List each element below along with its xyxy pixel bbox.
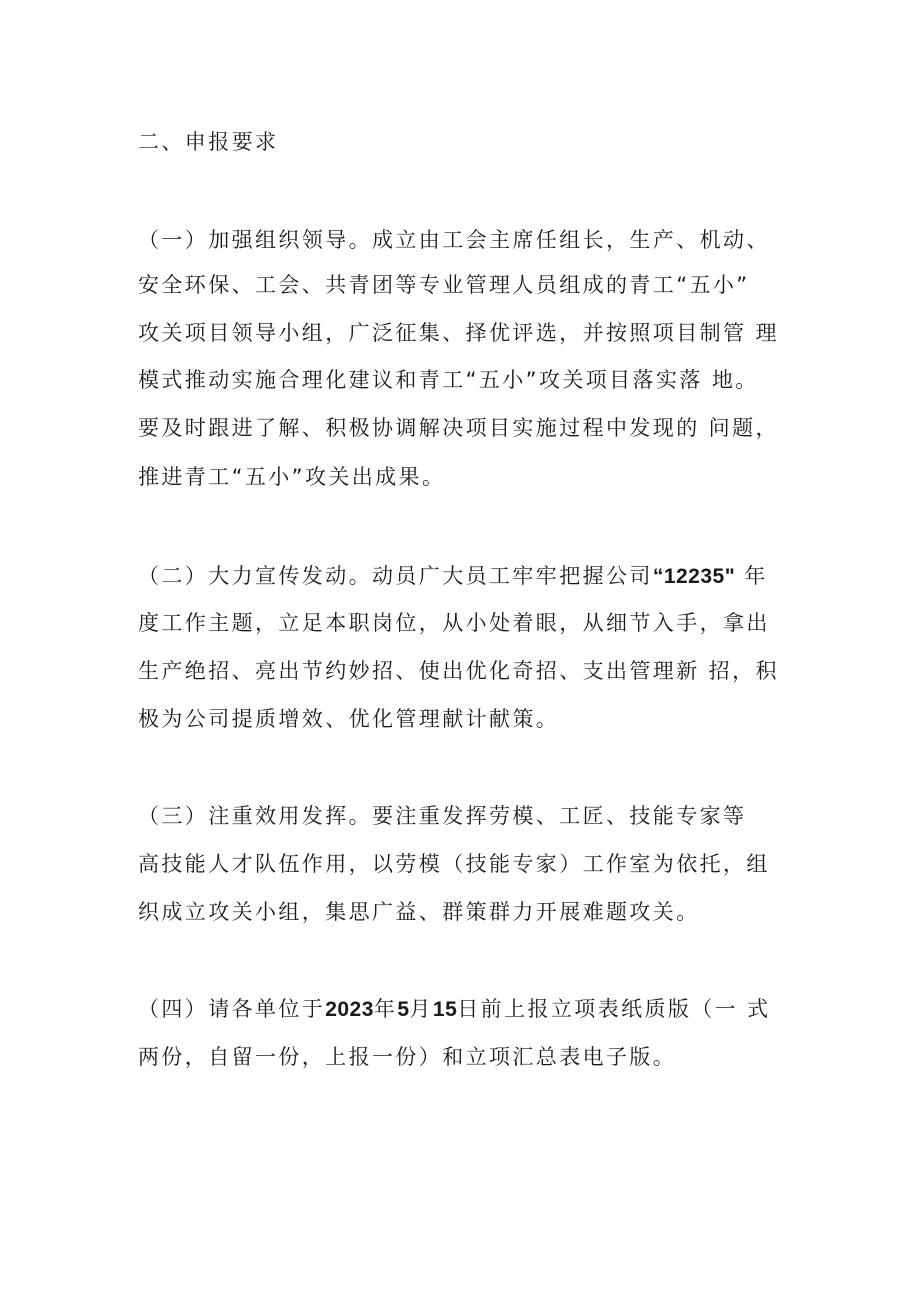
section-4-line-1-a: （四）请各单位于 [138,997,326,1021]
section-1-line-3: 攻关项目领导小组，广泛征集、择优评选，并按照项目制管 理 [138,321,779,345]
deadline-nian: 年 [373,997,398,1021]
theme-code: “12235" [652,565,736,588]
section-3-line-3: 织成立攻关小组，集思广益、群策群力开展难题攻关。 [138,900,700,924]
deadline-day: 15 [432,998,458,1021]
section-1-line-6: 推进青工“五小”攻关出成果。 [138,465,446,489]
section-4-line-2: 两份，自留一份，上报一份）和立项汇总表电子版。 [138,1045,677,1069]
section-4-line-1-b: 日前上报立项表纸质版（一 式 [457,997,771,1021]
section-2-line-4: 极为公司提质增效、优化管理献计献策。 [138,707,560,731]
section-4-line-1 [138,994,771,1025]
section-2-line-1-suffix: 年 [735,564,768,588]
section-3-line-2: 高技能人才队伍作用，以劳模（技能专家）工作室为依托，组 [138,852,770,876]
section-heading: 二、申报要求 [138,130,279,154]
section-2-line-1-prefix: （二）大力宣传发动。动员广大员工牢牢把握公司 [138,564,653,588]
section-1-line-4: 模式推动实施合理化建议和青工“五小”攻关项目落实落 地。 [138,368,759,392]
section-2-line-1 [138,561,768,592]
section-3-line-1: （三）注重效用发挥。要注重发挥劳模、工匠、技能专家等 [138,804,747,828]
section-1-line-2: 安全环保、工会、共青团等专业管理人员组成的青工“五小” [138,273,750,297]
section-1-line-1: （一）加强组织领导。成立由工会主席任组长，生产、机动、 [138,228,770,252]
deadline-yue: 月 [409,997,433,1021]
deadline-year: 2023 [325,998,374,1021]
section-2-line-3: 生产绝招、亮出节约妙招、使出优化奇招、支出管理新 招，积 [138,659,779,683]
deadline-month: 5 [397,998,410,1021]
section-2-line-2: 度工作主题，立足本职岗位，从小处着眼，从细节入手，拿出 [138,611,770,635]
section-1-line-5: 要及时跟进了解、积极协调解决项目实施过程中发现的 问题， [138,416,779,440]
